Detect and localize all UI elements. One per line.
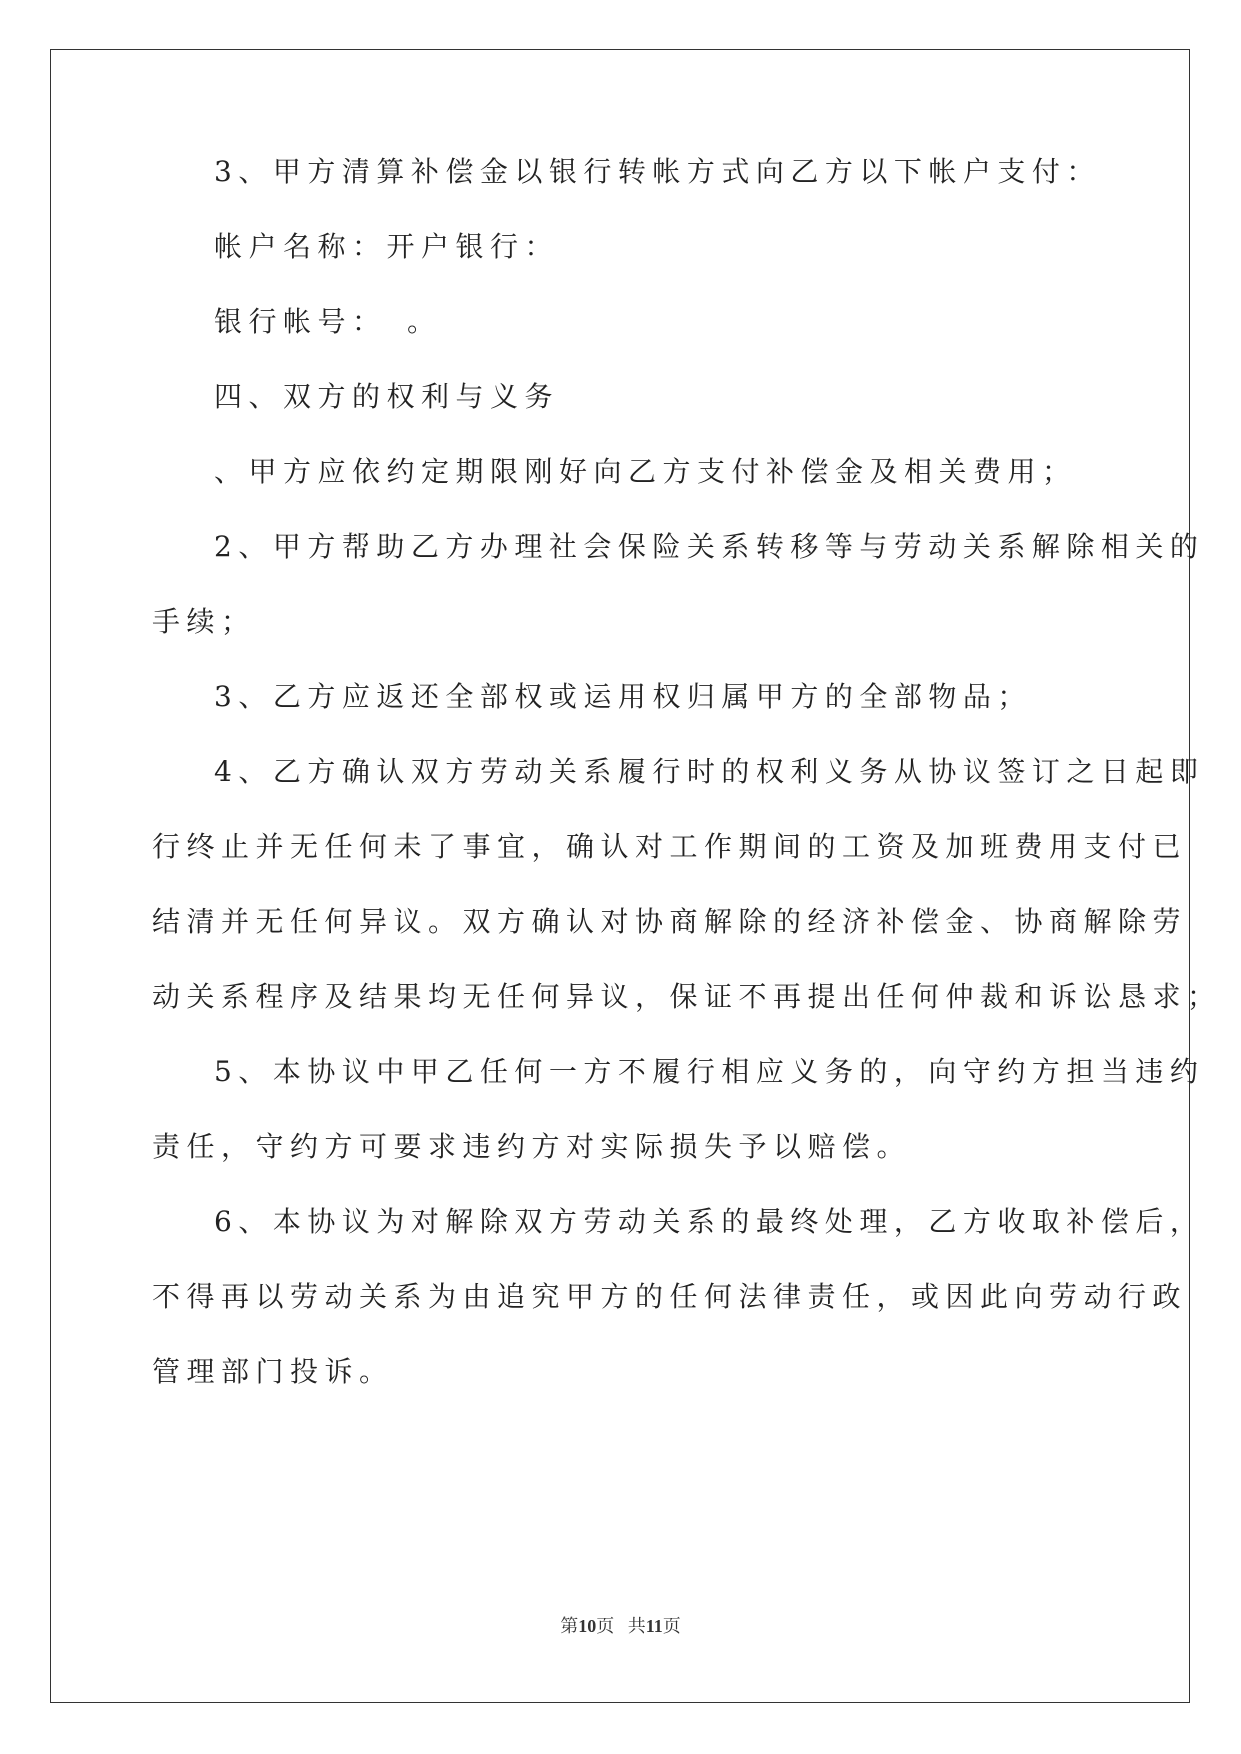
page-prefix: 第 [560,1616,579,1636]
paragraph-line: 责任，守约方可要求违约方对实际损失予以赔偿。 [152,1130,912,1163]
current-page-number: 10 [578,1616,597,1636]
paragraph-line: 3、甲方清算补偿金以银行转帐方式向乙方以下帐户支付： [214,155,1101,188]
paragraph-line: 结清并无任何异议。双方确认对协商解除的经济补偿金、协商解除劳 [152,905,1188,938]
paragraph-line: 行终止并无任何未了事宜，确认对工作期间的工资及加班费用支付已 [152,830,1188,863]
paragraph-line: 4、乙方确认双方劳动关系履行时的权利义务从协议签订之日起即 [214,755,1205,788]
page-footer [0,1614,1241,1638]
paragraph-line: 5、本协议中甲乙任何一方不履行相应义务的，向守约方担当违约 [214,1055,1205,1088]
paragraph-line: 3、乙方应返还全部权或运用权归属甲方的全部物品； [214,680,1032,713]
paragraph-line: 银行帐号： 。 [214,305,442,338]
page-border [50,49,1190,1703]
total-suffix: 页 [662,1616,681,1636]
paragraph-line: 管理部门投诉。 [152,1355,394,1388]
total-prefix: 共 [627,1616,646,1636]
paragraph-line: 6、本协议为对解除双方劳动关系的最终处理，乙方收取补偿后， [214,1205,1205,1238]
section-heading: 四、双方的权利与义务 [214,380,560,413]
paragraph-line: 不得再以劳动关系为由追究甲方的任何法律责任，或因此向劳动行政 [152,1280,1188,1313]
paragraph-line: 、甲方应依约定期限刚好向乙方支付补偿金及相关费用； [214,455,1077,488]
paragraph-line: 2、甲方帮助乙方办理社会保险关系转移等与劳动关系解除相关的 [214,530,1205,563]
page-suffix: 页 [596,1616,615,1636]
paragraph-line: 动关系程序及结果均无任何异议，保证不再提出任何仲裁和诉讼恳求； [152,980,1222,1013]
paragraph-line: 手续； [152,605,256,638]
paragraph-line: 帐户名称：开户银行： [214,230,560,263]
total-pages-number: 11 [645,1616,663,1636]
